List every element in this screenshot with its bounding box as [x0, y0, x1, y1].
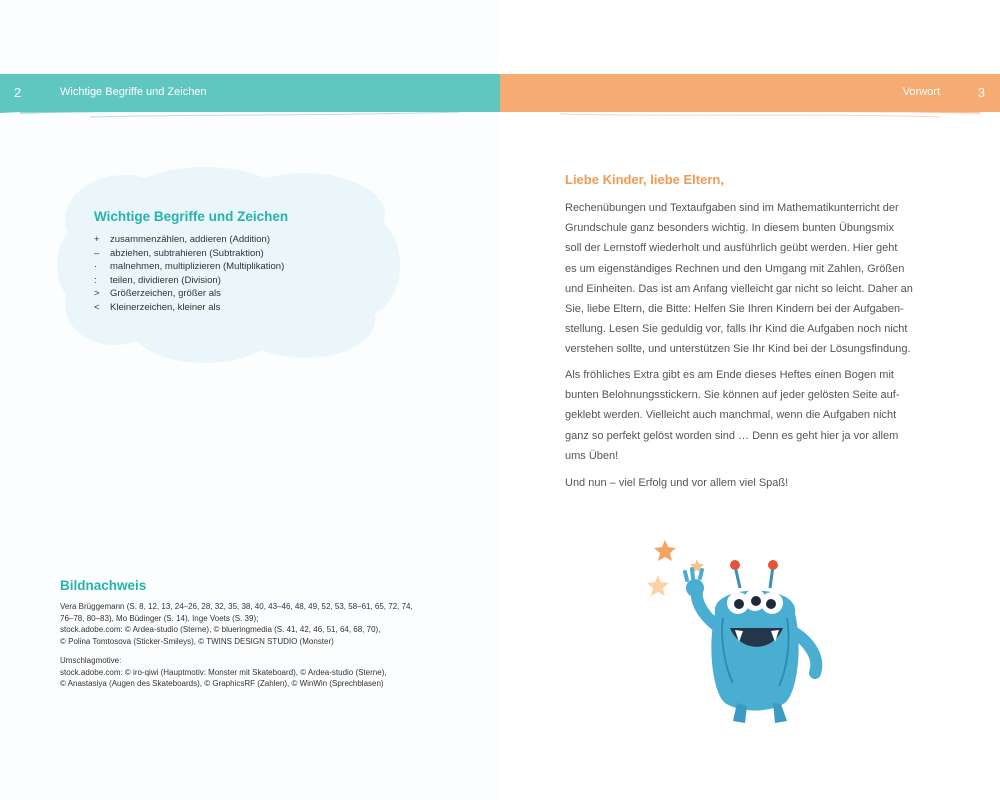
list-item [94, 301, 284, 315]
math-symbol: · [94, 261, 98, 273]
text-line: Als fröhliches Extra gibt es am Ende dieses Heftes einen Bogen mit [565, 369, 894, 381]
math-symbol: < [94, 301, 100, 313]
symbol-description: abziehen, subtrahieren (Subtraktion) [110, 247, 264, 259]
monster-icon [675, 558, 835, 728]
credits-line: stock.adobe.com: © iro-qiwi (Hauptmotiv: Monster mit Skateboard), © Ardea-studio (Sterne), [60, 667, 387, 677]
symbols-list [94, 233, 284, 314]
text-line: und Einheiten. Das ist am Anfang vielleicht gar nicht so leicht. Daher an [565, 282, 913, 295]
list-item [94, 287, 284, 301]
math-symbol: + [94, 234, 100, 246]
credits-line: 76–78, 80–83), Mo Büdinger (S. 14), Inge Voets (S. 39); [60, 613, 259, 623]
credits-line: © Polina Tomtosova (Sticker-Smileys), © TWINS DESIGN STUDIO (Monster) [60, 636, 334, 646]
symbol-description: zusammenzählen, addieren (Addition) [110, 234, 271, 246]
foreword-greeting: Liebe Kinder, liebe Eltern, [565, 172, 724, 187]
foreword-paragraph-3 [565, 473, 950, 493]
right-header-title: Vorwort [902, 86, 940, 98]
list-item [94, 247, 284, 261]
credits-line: © Anastasiya (Augen des Skateboards), © GraphicsRF (Zahlen), © WinWin (Sprechblasen) [60, 679, 384, 688]
list-item [94, 233, 284, 247]
credits-line: stock.adobe.com: © Ardea-studio (Sterne), © blueringmedia (S. 41, 42, 46, 51, 64, 68, 70), [60, 625, 381, 634]
text-line: es um eigenständiges Rechnen und den Umgang mit Zahlen, Größen [565, 262, 905, 275]
text-line: ums Üben! [565, 449, 619, 462]
text-line: Sie, liebe Eltern, die Bitte: Helfen Sie Ihren Kindern bei der Aufgaben- [565, 302, 904, 315]
text-line: stellung. Lesen Sie geduldig vor, falls Ihr Kind die Aufgaben noch nicht [565, 323, 908, 336]
foreword-paragraph-2 [565, 365, 950, 466]
symbol-description: malnehmen, multiplizieren (Multiplikation) [110, 261, 285, 273]
symbol-description: Größerzeichen, größer als [110, 288, 221, 300]
left-header-title: Wichtige Begriffe und Zeichen [60, 86, 207, 98]
credits-block-1 [60, 601, 460, 647]
symbols-box-title: Wichtige Begriffe und Zeichen [94, 209, 289, 224]
list-item [94, 274, 284, 288]
text-line: verstehen sollte, und unterstützen Sie Ihr Kind bei der Lösungsfindung. [565, 343, 911, 356]
text-line: geklebt werden. Vielleicht auch manchmal, wenn die Aufgaben nicht [565, 409, 897, 422]
text-line: Und nun – viel Erfolg und vor allem viel Spaß! [565, 477, 789, 489]
brush-stroke-decoration [0, 100, 1000, 128]
text-line: soll der Lernstoff wiederholt und ausführlich geübt werden. Hier geht [565, 242, 898, 255]
right-page-number: 3 [977, 85, 985, 100]
left-page-number: 2 [14, 85, 22, 100]
list-item [94, 260, 284, 274]
math-symbol: : [94, 274, 97, 286]
symbol-description: teilen, dividieren (Division) [110, 274, 221, 286]
credits-line: Umschlagmotive: [60, 656, 122, 665]
text-line: ganz so perfekt gelöst worden sind … Denn es geht hier ja vor allem [565, 429, 899, 442]
credits-title: Bildnachweis [60, 578, 147, 593]
math-symbol: > [94, 288, 100, 300]
math-symbol: – [94, 247, 100, 259]
credits-line: Vera Brüggemann (S. 8, 12, 13, 24–26, 28, 32, 35, 38, 40, 43–46, 48, 49, 52, 53, 58–61, 65, 72, 74, [60, 602, 413, 611]
text-line: bunten Belohnungsstickern. Sie können auf jeder gelösten Seite auf- [565, 389, 900, 402]
text-line: Grundschule ganz besonders wichtig. In diesem bunten Übungsmix [565, 222, 894, 235]
text-line: Rechenübungen und Textaufgaben sind im Mathematikunterricht der [565, 202, 899, 214]
credits-block-2 [60, 655, 460, 690]
symbol-description: Kleinerzeichen, kleiner als [110, 301, 221, 313]
foreword-paragraph-1 [565, 198, 950, 360]
